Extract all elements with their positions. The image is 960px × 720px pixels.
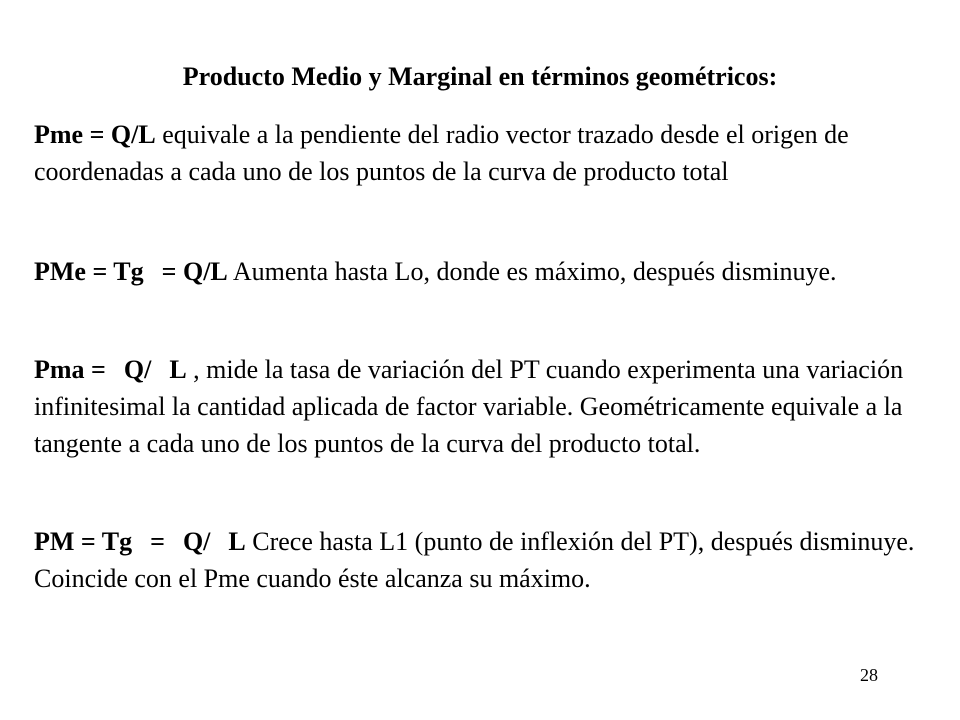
pme-tg-formula-part-a: PMe = Tg bbox=[34, 257, 144, 286]
pm-tg-formula-part-c: Q/ bbox=[182, 527, 211, 556]
paragraph-pme bbox=[34, 116, 934, 190]
slide-title: Producto Medio y Marginal en términos geométricos: bbox=[182, 62, 778, 91]
pme-tg-description: Aumenta hasta Lo, donde es máximo, después disminuye. bbox=[227, 257, 837, 286]
paragraph-pm-tg bbox=[34, 523, 934, 597]
paragraph-pma bbox=[34, 351, 934, 462]
pma-formula-part-b: Q/ bbox=[123, 355, 152, 384]
paragraph-pme-tg bbox=[34, 253, 934, 290]
pme-description: equivale a la pendiente del radio vector trazado desde el origen de coordenadas a cada uno de los puntos de la curva de producto total bbox=[34, 120, 849, 186]
pme-tg-formula-part-b: = Q/L bbox=[161, 257, 228, 286]
pma-formula-part-a: Pma = bbox=[34, 355, 106, 384]
pma-description: , mide la tasa de variación del PT cuando experimenta una variación infinitesimal la cantidad aplicada de factor variable. Geométricamente equivale a la tangente a cada uno de los puntos de la curva del producto total. bbox=[34, 355, 904, 458]
pm-tg-formula-part-a: PM = Tg bbox=[34, 527, 133, 556]
pm-tg-formula-part-b: = bbox=[150, 527, 165, 556]
page-number: 28 bbox=[860, 665, 878, 685]
pm-tg-description: Crece hasta L1 (punto de inflexión del PT), después disminuye. Coincide con el Pme cuando éste alcanza su máximo. bbox=[34, 527, 915, 593]
pm-tg-formula-part-d: L bbox=[228, 527, 246, 556]
pma-formula-part-c: L bbox=[169, 355, 187, 384]
pme-formula: Pme = Q/L bbox=[34, 120, 156, 149]
